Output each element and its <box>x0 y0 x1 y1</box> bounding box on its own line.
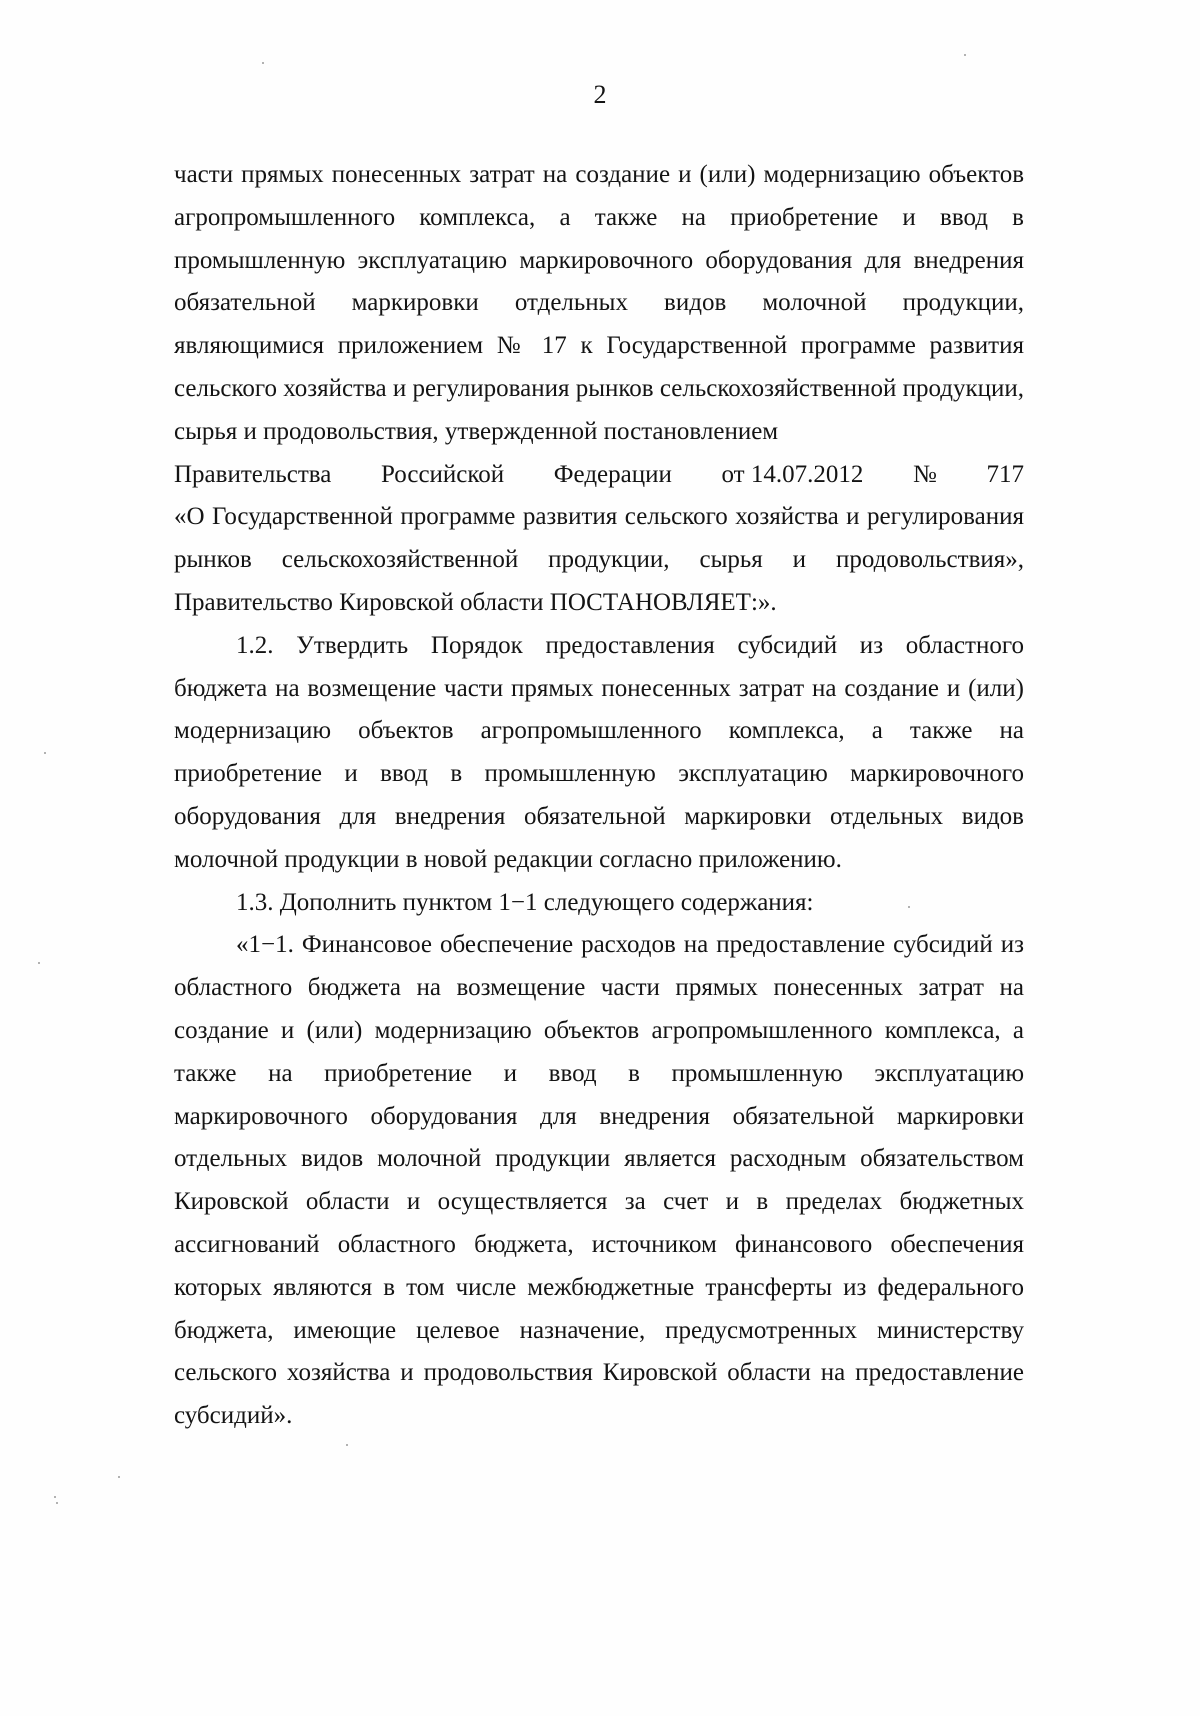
scan-speck <box>908 906 910 908</box>
page-number: 2 <box>593 80 607 109</box>
scan-speck <box>44 752 46 754</box>
paragraph-continuation: части прямых понесенных затрат на создание и (или) модернизацию объектов агропромышленного комплекса, а также на приобретение и ввод в промышленную эксплуатацию маркировочного оборудования для внедрения обязательной маркировки отдельных видов молочной продукции, являющимися приложением № 17 к Государственной программе развития сельского хозяйства и регулирования рынков сельскохозяйственной продукции, сырья и продовольствия, утвержденной постановлением <box>174 161 1024 445</box>
resolution-date: от 14.07.2012 <box>721 460 864 488</box>
paragraph-1-2: 1.2. Утвердить Порядок предоставления субсидий из областного бюджета на возмещение части прямых понесенных затрат на создание и (или) модернизацию объектов агропромышленного комплекса, а также на приобретение и ввод в промышленную эксплуатацию маркировочного оборудования для внедрения обязательной маркировки отдельных видов молочной продукции в новой редакции согласно приложению. <box>174 631 1024 873</box>
scan-speck <box>56 1502 58 1504</box>
scan-speck <box>118 1476 120 1478</box>
document-body <box>174 154 1024 1438</box>
resolution-reference-line <box>174 454 1024 497</box>
scan-speck <box>38 962 40 964</box>
resolution-number-sign: № <box>912 460 937 488</box>
paragraph-resolution-title: «О Государственной программе развития сельского хозяйства и регулирования рынков сельскохозяйственной продукции, сырья и продовольствия», Правительство Кировской области ПОСТАНОВЛЯЕТ:». <box>174 503 1024 616</box>
paragraph-1-3: 1.3. Дополнить пунктом 1−1 следующего содержания: <box>236 888 814 916</box>
scan-speck <box>54 1496 56 1498</box>
resolution-word-1: Правительства <box>174 460 332 488</box>
scan-speck <box>262 62 264 64</box>
scan-speck <box>346 1444 348 1446</box>
resolution-word-3: Федерации <box>553 460 672 488</box>
paragraph-1-1-quote: «1−1. Финансовое обеспечение расходов на предоставление субсидий из областного бюджета на возмещение части прямых понесенных затрат на создание и (или) модернизацию объектов агропромышленного комплекса, а также на приобретение и ввод в промышленную эксплуатацию маркировочного оборудования для внедрения обязательной маркировки отдельных видов молочной продукции является расходным обязательством Кировской области и осуществляется за счет и в пределах бюджетных ассигнований областного бюджета, источником финансового обеспечения которых являются в том числе межбюджетные трансферты из федерального бюджета, имеющие целевое назначение, предусмотренных министерству сельского хозяйства и продовольствия Кировской области на предоставление субсидий». <box>174 931 1024 1430</box>
resolution-word-2: Российской <box>380 460 505 488</box>
scan-speck <box>964 54 966 56</box>
resolution-number: 717 <box>986 460 1024 488</box>
